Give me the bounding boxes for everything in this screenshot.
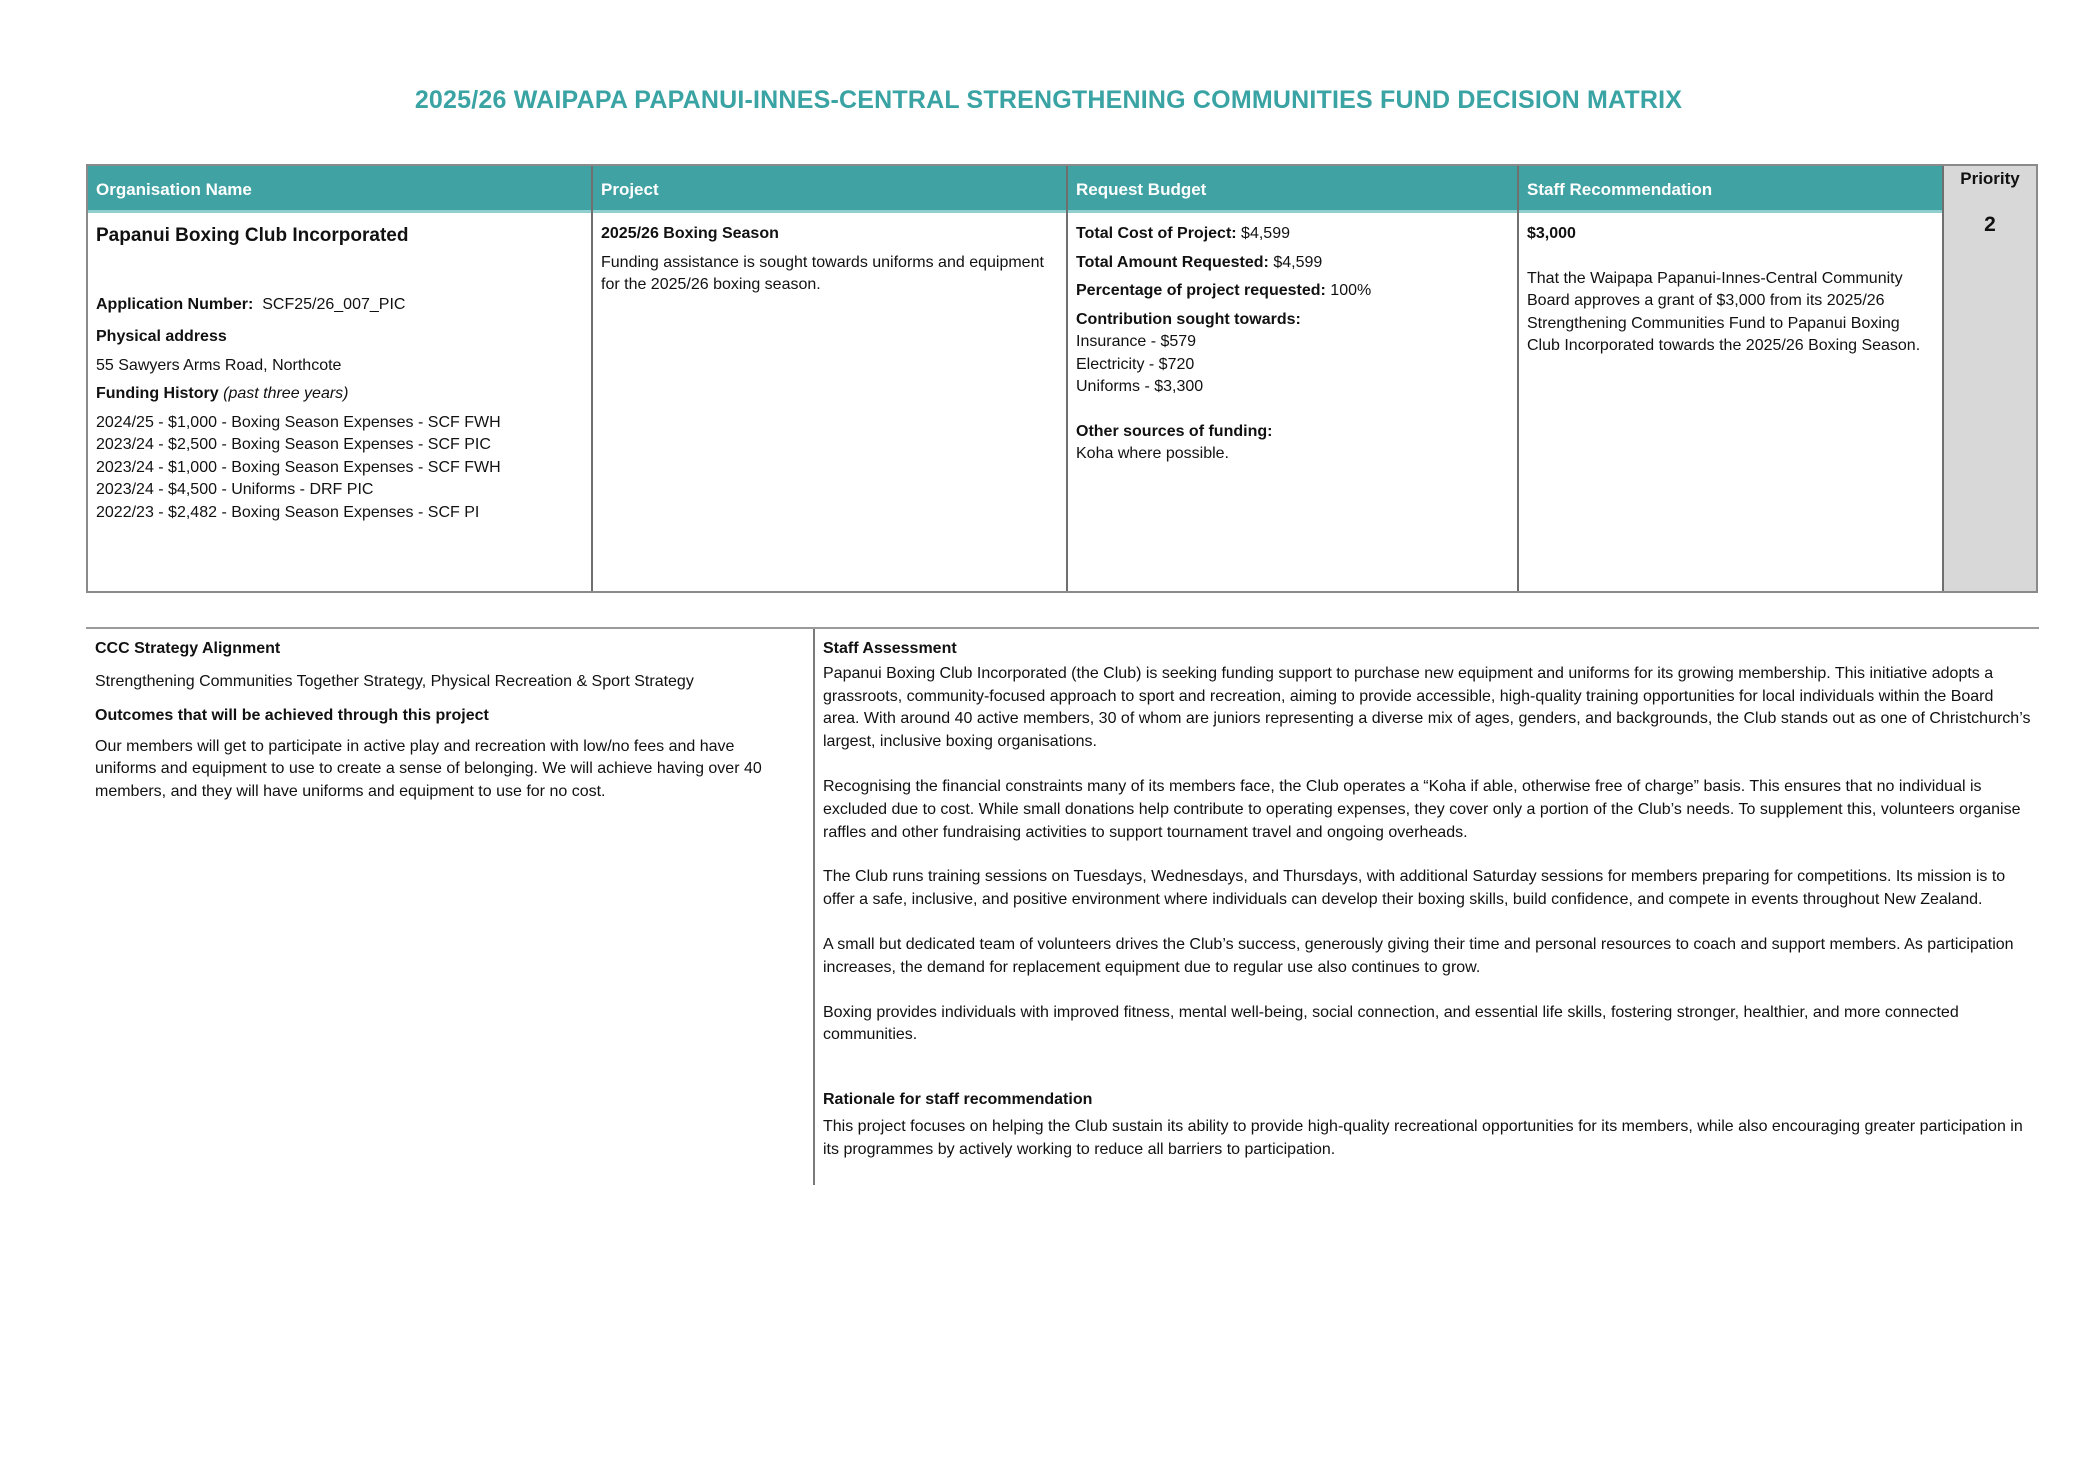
funding-history-item: 2023/24 - $4,500 - Uniforms - DRF PIC (96, 481, 374, 498)
total-cost-value: $4,599 (1241, 225, 1290, 242)
percentage-row (1076, 280, 1509, 303)
assessment-paragraph: Papanui Boxing Club Incorporated (the Club) is seeking funding support to purchase new equipment and uniforms for its growing membership. This initiative adopts a grassroots, community-focused approach to sport and recreation, aiming to provide accessible, high-quality training opportunities for local individuals within the Board area. With around 40 active members, 30 of whom are juniors representing a diverse mix of ages, genders, and backgrounds, the Club stands out as one of Christchurch’s largest, inclusive boxing organisations. (823, 664, 2031, 751)
section-divider (86, 627, 2039, 629)
percentage-value: 100% (1330, 282, 1372, 299)
assessment-paragraph: A small but dedicated team of volunteers drives the Club’s success, generously giving their time and personal resources to coach and support members. As participation increases, the demand for replacement equipment due to regular use also continues to grow. (823, 935, 2014, 976)
total-requested-label: Total Amount Requested: (1076, 253, 1269, 271)
funding-history-note: (past three years) (223, 385, 349, 402)
funding-history-list (96, 412, 583, 525)
recommendation-column (1517, 166, 1942, 591)
staff-assessment-heading: Staff Assessment (823, 640, 957, 657)
physical-address-label: Physical address (96, 328, 227, 345)
outcomes-heading: Outcomes that will be achieved through this project (95, 707, 489, 724)
assessment-paragraph: Recognising the financial constraints many of its members face, the Club operates a “Koha if able, otherwise free of charge” basis. This ensures that no individual is excluded due to cost. While small donations help contribute to operating expenses, they cover only a portion of the Club’s needs. To supplement this, volunteers organise raffles and other fundraising activities to support tournament travel and ongoing overheads. (823, 777, 2021, 841)
recommended-amount: $3,000 (1527, 225, 1576, 242)
decision-matrix-table (86, 164, 2038, 593)
contribution-item: Electricity - $720 (1076, 355, 1195, 373)
budget-cell (1068, 213, 1517, 466)
header-priority: Priority (1960, 169, 2020, 188)
strategy-list: Strengthening Communities Together Strategy, Physical Recreation & Sport Strategy (95, 672, 694, 690)
column-divider (813, 629, 815, 1185)
contribution-item: Insurance - $579 (1076, 333, 1197, 350)
priority-column (1942, 166, 2036, 591)
percentage-label: Percentage of project requested: (1076, 282, 1326, 299)
project-name: 2025/26 Boxing Season (601, 225, 779, 242)
total-requested-row (1076, 252, 1509, 275)
organisation-column (88, 166, 591, 591)
other-sources-label: Other sources of funding: (1076, 422, 1273, 440)
outcomes-text: Our members will get to participate in active play and recreation with low/no fees and have uniforms and equipment to use to create a sense of belonging. We will achieve having over 40 members, and they will have uniforms and equipment to use for no cost. (95, 737, 762, 800)
header-organisation-name: Organisation Name (88, 166, 591, 213)
funding-history-item: 2022/23 - $2,482 - Boxing Season Expenses - SCF PI (96, 503, 480, 521)
project-description: Funding assistance is sought towards uniforms and equipment for the 2025/26 boxing season. (601, 253, 1044, 293)
assessment-paragraph: Boxing provides individuals with improved fitness, mental well-being, social connection, and essential life skills, fostering stronger, healthier, and more connected communities. (823, 1003, 1959, 1044)
header-project: Project (593, 166, 1066, 213)
organisation-name: Papanui Boxing Club Incorporated (96, 225, 409, 246)
header-request-budget: Request Budget (1068, 166, 1517, 213)
total-cost-row (1076, 223, 1509, 246)
strategy-alignment-section (95, 638, 800, 803)
total-cost-label: Total Cost of Project: (1076, 225, 1237, 242)
funding-history-item: 2023/24 - $1,000 - Boxing Season Expenses - SCF FWH (96, 458, 501, 476)
priority-value: 2 (1984, 213, 1996, 236)
recommendation-cell (1519, 213, 1942, 358)
funding-history-item: 2024/25 - $1,000 - Boxing Season Expenses - SCF FWH (96, 413, 501, 431)
project-column (591, 166, 1066, 591)
contribution-label: Contribution sought towards: (1076, 310, 1301, 328)
physical-address: 55 Sawyers Arms Road, Northcote (96, 356, 342, 374)
funding-history-label: Funding History (96, 385, 219, 402)
application-number-label: Application Number: (96, 295, 254, 313)
project-cell (593, 213, 1066, 297)
other-sources-value: Koha where possible. (1076, 445, 1229, 462)
budget-column (1066, 166, 1517, 591)
funding-history-heading (96, 383, 583, 406)
contribution-item: Uniforms - $3,300 (1076, 378, 1204, 395)
organisation-cell (88, 213, 591, 524)
rationale-heading: Rationale for staff recommendation (823, 1091, 1093, 1109)
funding-history-item: 2023/24 - $2,500 - Boxing Season Expenses - SCF PIC (96, 436, 491, 453)
document-title: 2025/26 WAIPAPA PAPANUI-INNES-CENTRAL STRENGTHENING COMMUNITIES FUND DECISION MATRIX (414, 86, 1683, 114)
assessment-paragraph: The Club runs training sessions on Tuesdays, Wednesdays, and Thursdays, with additional Saturday sessions for members preparing for competitions. Its mission is to offer a safe, inclusive, and positive environment where individuals can develop their boxing skills, build confidence, and compete in events throughout New Zealand. (823, 868, 2006, 909)
recommendation-text: That the Waipapa Papanui-Innes-Central Community Board approves a grant of $3,000 from its 2025/26 Strengthening Communities Fund to Papanui Boxing Club Incorporated towards the 2025/26 Boxing Season. (1527, 269, 1921, 354)
application-number-row (96, 294, 583, 317)
staff-assessment-section (823, 638, 2033, 1162)
header-staff-recommendation: Staff Recommendation (1519, 166, 1942, 213)
rationale-text: This project focuses on helping the Club sustain its ability to provide high-quality recreational opportunities for its members, while also encouraging greater participation in its programmes by actively working to reduce all barriers to participation. (823, 1117, 2023, 1158)
total-requested-value: $4,599 (1273, 253, 1323, 271)
application-number: SCF25/26_007_PIC (262, 295, 406, 313)
strategy-alignment-heading: CCC Strategy Alignment (95, 640, 281, 657)
